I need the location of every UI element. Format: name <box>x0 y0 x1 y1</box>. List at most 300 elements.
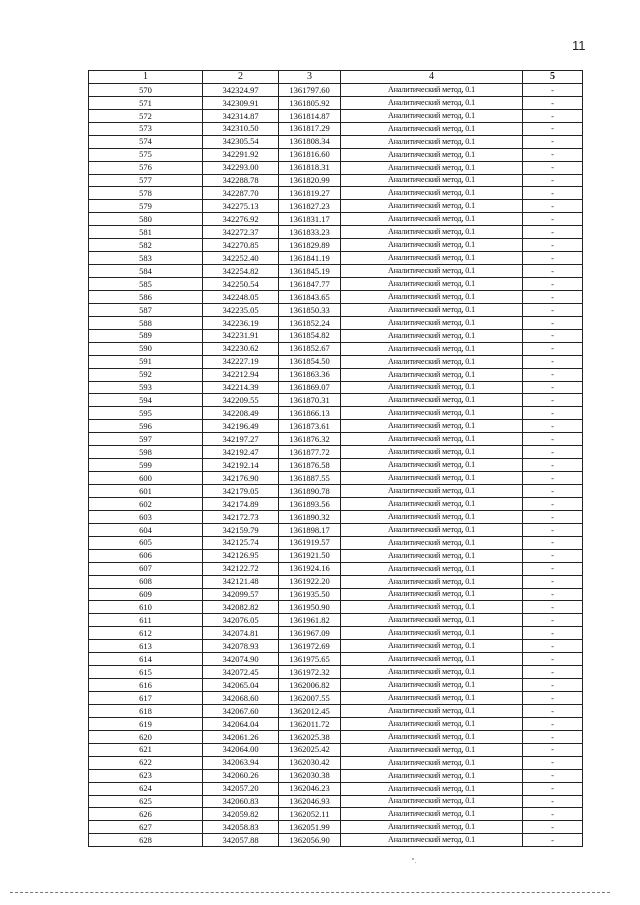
method-cell: Аналитический метод, 0.1 <box>341 407 523 420</box>
y-coordinate-cell: 1361890.78 <box>279 485 341 498</box>
point-number-cell: 570 <box>89 83 203 96</box>
table-row <box>89 523 583 536</box>
method-cell: Аналитический метод, 0.1 <box>341 821 523 834</box>
x-coordinate-cell: 342236.19 <box>203 316 279 329</box>
table-row <box>89 588 583 601</box>
value-cell: - <box>523 562 583 575</box>
table-row <box>89 278 583 291</box>
x-coordinate-cell: 342227.19 <box>203 355 279 368</box>
y-coordinate-cell: 1361854.50 <box>279 355 341 368</box>
point-number-cell: 584 <box>89 265 203 278</box>
x-coordinate-cell: 342272.37 <box>203 226 279 239</box>
y-coordinate-cell: 1361922.20 <box>279 575 341 588</box>
method-cell: Аналитический метод, 0.1 <box>341 730 523 743</box>
y-coordinate-cell: 1361829.89 <box>279 239 341 252</box>
table-row <box>89 756 583 769</box>
point-number-cell: 621 <box>89 743 203 756</box>
value-cell: - <box>523 549 583 562</box>
method-cell: Аналитический метод, 0.1 <box>341 174 523 187</box>
value-cell: - <box>523 161 583 174</box>
y-coordinate-cell: 1361833.23 <box>279 226 341 239</box>
y-coordinate-cell: 1362006.82 <box>279 679 341 692</box>
value-cell: - <box>523 640 583 653</box>
point-number-cell: 623 <box>89 769 203 782</box>
point-number-cell: 582 <box>89 239 203 252</box>
method-cell: Аналитический метод, 0.1 <box>341 187 523 200</box>
value-cell: - <box>523 692 583 705</box>
point-number-cell: 609 <box>89 588 203 601</box>
value-cell: - <box>523 226 583 239</box>
x-coordinate-cell: 342291.92 <box>203 148 279 161</box>
point-number-cell: 592 <box>89 368 203 381</box>
x-coordinate-cell: 342248.05 <box>203 290 279 303</box>
table-row <box>89 265 583 278</box>
page-number: 11 <box>572 38 586 53</box>
x-coordinate-cell: 342314.87 <box>203 109 279 122</box>
x-coordinate-cell: 342172.73 <box>203 510 279 523</box>
value-cell: - <box>523 420 583 433</box>
x-coordinate-cell: 342179.05 <box>203 485 279 498</box>
y-coordinate-cell: 1361818.31 <box>279 161 341 174</box>
x-coordinate-cell: 342058.83 <box>203 821 279 834</box>
point-number-cell: 596 <box>89 420 203 433</box>
method-cell: Аналитический метод, 0.1 <box>341 497 523 510</box>
y-coordinate-cell: 1361873.61 <box>279 420 341 433</box>
x-coordinate-cell: 342212.94 <box>203 368 279 381</box>
x-coordinate-cell: 342059.82 <box>203 808 279 821</box>
method-cell: Аналитический метод, 0.1 <box>341 704 523 717</box>
value-cell: - <box>523 433 583 446</box>
method-cell: Аналитический метод, 0.1 <box>341 485 523 498</box>
method-cell: Аналитический метод, 0.1 <box>341 252 523 265</box>
value-cell: - <box>523 523 583 536</box>
method-cell: Аналитический метод, 0.1 <box>341 83 523 96</box>
point-number-cell: 593 <box>89 381 203 394</box>
y-coordinate-cell: 1362030.42 <box>279 756 341 769</box>
method-cell: Аналитический метод, 0.1 <box>341 200 523 213</box>
point-number-cell: 614 <box>89 653 203 666</box>
table-row <box>89 717 583 730</box>
y-coordinate-cell: 1362046.93 <box>279 795 341 808</box>
method-cell: Аналитический метод, 0.1 <box>341 834 523 847</box>
x-coordinate-cell: 342082.82 <box>203 601 279 614</box>
point-number-cell: 627 <box>89 821 203 834</box>
point-number-cell: 616 <box>89 679 203 692</box>
y-coordinate-cell: 1361919.57 <box>279 536 341 549</box>
table-row <box>89 808 583 821</box>
x-coordinate-cell: 342230.62 <box>203 342 279 355</box>
coordinates-table <box>88 70 583 847</box>
method-cell: Аналитический метод, 0.1 <box>341 368 523 381</box>
y-coordinate-cell: 1361961.82 <box>279 614 341 627</box>
y-coordinate-cell: 1362030.38 <box>279 769 341 782</box>
point-number-cell: 619 <box>89 717 203 730</box>
method-cell: Аналитический метод, 0.1 <box>341 135 523 148</box>
value-cell: - <box>523 187 583 200</box>
point-number-cell: 598 <box>89 446 203 459</box>
table-row <box>89 795 583 808</box>
x-coordinate-cell: 342208.49 <box>203 407 279 420</box>
value-cell: - <box>523 666 583 679</box>
y-coordinate-cell: 1361827.23 <box>279 200 341 213</box>
point-number-cell: 608 <box>89 575 203 588</box>
y-coordinate-cell: 1362056.90 <box>279 834 341 847</box>
method-cell: Аналитический метод, 0.1 <box>341 420 523 433</box>
y-coordinate-cell: 1362052.11 <box>279 808 341 821</box>
table-row <box>89 368 583 381</box>
value-cell: - <box>523 614 583 627</box>
point-number-cell: 574 <box>89 135 203 148</box>
y-coordinate-cell: 1361972.69 <box>279 640 341 653</box>
value-cell: - <box>523 756 583 769</box>
value-cell: - <box>523 627 583 640</box>
value-cell: - <box>523 239 583 252</box>
y-coordinate-cell: 1361816.60 <box>279 148 341 161</box>
y-coordinate-cell: 1361924.16 <box>279 562 341 575</box>
x-coordinate-cell: 342074.81 <box>203 627 279 640</box>
table-row <box>89 200 583 213</box>
value-cell: - <box>523 329 583 342</box>
table-row <box>89 549 583 562</box>
method-cell: Аналитический метод, 0.1 <box>341 239 523 252</box>
x-coordinate-cell: 342126.95 <box>203 549 279 562</box>
value-cell: - <box>523 795 583 808</box>
value-cell: - <box>523 575 583 588</box>
method-cell: Аналитический метод, 0.1 <box>341 510 523 523</box>
point-number-cell: 611 <box>89 614 203 627</box>
table-row <box>89 420 583 433</box>
table-row <box>89 601 583 614</box>
x-coordinate-cell: 342250.54 <box>203 278 279 291</box>
value-cell: - <box>523 808 583 821</box>
y-coordinate-cell: 1361972.32 <box>279 666 341 679</box>
method-cell: Аналитический метод, 0.1 <box>341 666 523 679</box>
table-row <box>89 83 583 96</box>
point-number-cell: 615 <box>89 666 203 679</box>
point-number-cell: 594 <box>89 394 203 407</box>
method-cell: Аналитический метод, 0.1 <box>341 148 523 161</box>
method-cell: Аналитический метод, 0.1 <box>341 329 523 342</box>
y-coordinate-cell: 1362007.55 <box>279 692 341 705</box>
table-row <box>89 174 583 187</box>
method-cell: Аналитический метод, 0.1 <box>341 446 523 459</box>
table-row <box>89 239 583 252</box>
x-coordinate-cell: 342064.00 <box>203 743 279 756</box>
method-cell: Аналитический метод, 0.1 <box>341 614 523 627</box>
x-coordinate-cell: 342078.93 <box>203 640 279 653</box>
table-row <box>89 394 583 407</box>
x-coordinate-cell: 342276.92 <box>203 213 279 226</box>
table-row <box>89 148 583 161</box>
value-cell: - <box>523 536 583 549</box>
value-cell: - <box>523 213 583 226</box>
y-coordinate-cell: 1361887.55 <box>279 472 341 485</box>
value-cell: - <box>523 316 583 329</box>
table-row <box>89 187 583 200</box>
table-row <box>89 213 583 226</box>
method-cell: Аналитический метод, 0.1 <box>341 472 523 485</box>
value-cell: - <box>523 510 583 523</box>
point-number-cell: 599 <box>89 459 203 472</box>
x-coordinate-cell: 342074.90 <box>203 653 279 666</box>
point-number-cell: 602 <box>89 497 203 510</box>
x-coordinate-cell: 342076.05 <box>203 614 279 627</box>
value-cell: - <box>523 109 583 122</box>
value-cell: - <box>523 381 583 394</box>
point-number-cell: 613 <box>89 640 203 653</box>
value-cell: - <box>523 407 583 420</box>
y-coordinate-cell: 1361863.36 <box>279 368 341 381</box>
y-coordinate-cell: 1361854.82 <box>279 329 341 342</box>
table-row <box>89 122 583 135</box>
method-cell: Аналитический метод, 0.1 <box>341 756 523 769</box>
y-coordinate-cell: 1361820.99 <box>279 174 341 187</box>
value-cell: - <box>523 394 583 407</box>
point-number-cell: 579 <box>89 200 203 213</box>
scan-speck <box>412 858 414 860</box>
table-row <box>89 743 583 756</box>
x-coordinate-cell: 342214.39 <box>203 381 279 394</box>
y-coordinate-cell: 1361870.31 <box>279 394 341 407</box>
method-cell: Аналитический метод, 0.1 <box>341 109 523 122</box>
table-row <box>89 316 583 329</box>
point-number-cell: 607 <box>89 562 203 575</box>
x-coordinate-cell: 342305.54 <box>203 135 279 148</box>
y-coordinate-cell: 1361893.56 <box>279 497 341 510</box>
y-coordinate-cell: 1362051.99 <box>279 821 341 834</box>
point-number-cell: 601 <box>89 485 203 498</box>
value-cell: - <box>523 135 583 148</box>
y-coordinate-cell: 1362025.42 <box>279 743 341 756</box>
y-coordinate-cell: 1361847.77 <box>279 278 341 291</box>
point-number-cell: 589 <box>89 329 203 342</box>
x-coordinate-cell: 342231.91 <box>203 329 279 342</box>
y-coordinate-cell: 1361808.34 <box>279 135 341 148</box>
value-cell: - <box>523 355 583 368</box>
y-coordinate-cell: 1361876.58 <box>279 459 341 472</box>
x-coordinate-cell: 342072.45 <box>203 666 279 679</box>
table-row <box>89 653 583 666</box>
method-cell: Аналитический метод, 0.1 <box>341 562 523 575</box>
value-cell: - <box>523 200 583 213</box>
x-coordinate-cell: 342197.27 <box>203 433 279 446</box>
footer-rule <box>10 892 610 893</box>
table-row <box>89 485 583 498</box>
method-cell: Аналитический метод, 0.1 <box>341 265 523 278</box>
point-number-cell: 595 <box>89 407 203 420</box>
y-coordinate-cell: 1361898.17 <box>279 523 341 536</box>
point-number-cell: 605 <box>89 536 203 549</box>
x-coordinate-cell: 342192.47 <box>203 446 279 459</box>
method-cell: Аналитический метод, 0.1 <box>341 290 523 303</box>
point-number-cell: 588 <box>89 316 203 329</box>
table-body <box>89 83 583 846</box>
value-cell: - <box>523 782 583 795</box>
x-coordinate-cell: 342174.89 <box>203 497 279 510</box>
point-number-cell: 572 <box>89 109 203 122</box>
y-coordinate-cell: 1361876.32 <box>279 433 341 446</box>
method-cell: Аналитический метод, 0.1 <box>341 640 523 653</box>
value-cell: - <box>523 730 583 743</box>
value-cell: - <box>523 122 583 135</box>
point-number-cell: 628 <box>89 834 203 847</box>
y-coordinate-cell: 1361850.33 <box>279 303 341 316</box>
table-row <box>89 252 583 265</box>
method-cell: Аналитический метод, 0.1 <box>341 355 523 368</box>
method-cell: Аналитический метод, 0.1 <box>341 394 523 407</box>
value-cell: - <box>523 653 583 666</box>
table-row <box>89 342 583 355</box>
point-number-cell: 590 <box>89 342 203 355</box>
method-cell: Аналитический метод, 0.1 <box>341 795 523 808</box>
point-number-cell: 580 <box>89 213 203 226</box>
table-row <box>89 614 583 627</box>
table-row <box>89 135 583 148</box>
method-cell: Аналитический метод, 0.1 <box>341 278 523 291</box>
method-cell: Аналитический метод, 0.1 <box>341 575 523 588</box>
y-coordinate-cell: 1361877.72 <box>279 446 341 459</box>
column-header-3: 3 <box>279 71 341 84</box>
table-row <box>89 679 583 692</box>
point-number-cell: 581 <box>89 226 203 239</box>
value-cell: - <box>523 265 583 278</box>
method-cell: Аналитический метод, 0.1 <box>341 808 523 821</box>
method-cell: Аналитический метод, 0.1 <box>341 433 523 446</box>
method-cell: Аналитический метод, 0.1 <box>341 549 523 562</box>
point-number-cell: 573 <box>89 122 203 135</box>
table-row <box>89 472 583 485</box>
x-coordinate-cell: 342060.83 <box>203 795 279 808</box>
table-row <box>89 355 583 368</box>
method-cell: Аналитический метод, 0.1 <box>341 588 523 601</box>
y-coordinate-cell: 1361845.19 <box>279 265 341 278</box>
point-number-cell: 571 <box>89 96 203 109</box>
x-coordinate-cell: 342121.48 <box>203 575 279 588</box>
value-cell: - <box>523 717 583 730</box>
point-number-cell: 586 <box>89 290 203 303</box>
x-coordinate-cell: 342063.94 <box>203 756 279 769</box>
table-row <box>89 329 583 342</box>
table-row <box>89 692 583 705</box>
y-coordinate-cell: 1361967.09 <box>279 627 341 640</box>
x-coordinate-cell: 342196.49 <box>203 420 279 433</box>
method-cell: Аналитический метод, 0.1 <box>341 226 523 239</box>
y-coordinate-cell: 1361935.50 <box>279 588 341 601</box>
method-cell: Аналитический метод, 0.1 <box>341 213 523 226</box>
y-coordinate-cell: 1361817.29 <box>279 122 341 135</box>
method-cell: Аналитический метод, 0.1 <box>341 342 523 355</box>
method-cell: Аналитический метод, 0.1 <box>341 122 523 135</box>
table-row <box>89 226 583 239</box>
scan-speck <box>415 862 416 863</box>
x-coordinate-cell: 342309.91 <box>203 96 279 109</box>
column-header-2: 2 <box>203 71 279 84</box>
point-number-cell: 603 <box>89 510 203 523</box>
point-number-cell: 612 <box>89 627 203 640</box>
table-row <box>89 562 583 575</box>
point-number-cell: 624 <box>89 782 203 795</box>
table-row <box>89 407 583 420</box>
x-coordinate-cell: 342060.26 <box>203 769 279 782</box>
table-row <box>89 497 583 510</box>
value-cell: - <box>523 96 583 109</box>
table-row <box>89 627 583 640</box>
y-coordinate-cell: 1361831.17 <box>279 213 341 226</box>
point-number-cell: 618 <box>89 704 203 717</box>
y-coordinate-cell: 1361890.32 <box>279 510 341 523</box>
point-number-cell: 597 <box>89 433 203 446</box>
table-row <box>89 640 583 653</box>
table-row <box>89 446 583 459</box>
y-coordinate-cell: 1362012.45 <box>279 704 341 717</box>
point-number-cell: 591 <box>89 355 203 368</box>
table-row <box>89 510 583 523</box>
point-number-cell: 600 <box>89 472 203 485</box>
method-cell: Аналитический метод, 0.1 <box>341 316 523 329</box>
x-coordinate-cell: 342159.79 <box>203 523 279 536</box>
x-coordinate-cell: 342310.50 <box>203 122 279 135</box>
x-coordinate-cell: 342287.70 <box>203 187 279 200</box>
point-number-cell: 625 <box>89 795 203 808</box>
value-cell: - <box>523 497 583 510</box>
method-cell: Аналитический метод, 0.1 <box>341 782 523 795</box>
table-row <box>89 161 583 174</box>
method-cell: Аналитический метод, 0.1 <box>341 601 523 614</box>
table-row <box>89 381 583 394</box>
value-cell: - <box>523 821 583 834</box>
column-header-4: 4 <box>341 71 523 84</box>
column-header-5: 5 <box>523 71 583 84</box>
value-cell: - <box>523 342 583 355</box>
point-number-cell: 587 <box>89 303 203 316</box>
x-coordinate-cell: 342067.60 <box>203 704 279 717</box>
table-row <box>89 730 583 743</box>
y-coordinate-cell: 1362011.72 <box>279 717 341 730</box>
y-coordinate-cell: 1361869.07 <box>279 381 341 394</box>
value-cell: - <box>523 148 583 161</box>
point-number-cell: 578 <box>89 187 203 200</box>
value-cell: - <box>523 743 583 756</box>
x-coordinate-cell: 342057.20 <box>203 782 279 795</box>
x-coordinate-cell: 342252.40 <box>203 252 279 265</box>
x-coordinate-cell: 342275.13 <box>203 200 279 213</box>
value-cell: - <box>523 588 583 601</box>
table-row <box>89 459 583 472</box>
column-header-1: 1 <box>89 71 203 84</box>
value-cell: - <box>523 769 583 782</box>
method-cell: Аналитический метод, 0.1 <box>341 381 523 394</box>
x-coordinate-cell: 342254.82 <box>203 265 279 278</box>
y-coordinate-cell: 1361950.90 <box>279 601 341 614</box>
method-cell: Аналитический метод, 0.1 <box>341 653 523 666</box>
method-cell: Аналитический метод, 0.1 <box>341 692 523 705</box>
y-coordinate-cell: 1361843.65 <box>279 290 341 303</box>
value-cell: - <box>523 83 583 96</box>
x-coordinate-cell: 342125.74 <box>203 536 279 549</box>
point-number-cell: 604 <box>89 523 203 536</box>
x-coordinate-cell: 342235.05 <box>203 303 279 316</box>
method-cell: Аналитический метод, 0.1 <box>341 743 523 756</box>
y-coordinate-cell: 1361814.87 <box>279 109 341 122</box>
method-cell: Аналитический метод, 0.1 <box>341 523 523 536</box>
method-cell: Аналитический метод, 0.1 <box>341 161 523 174</box>
value-cell: - <box>523 446 583 459</box>
x-coordinate-cell: 342288.78 <box>203 174 279 187</box>
table-row <box>89 821 583 834</box>
table-row <box>89 575 583 588</box>
x-coordinate-cell: 342324.97 <box>203 83 279 96</box>
value-cell: - <box>523 459 583 472</box>
